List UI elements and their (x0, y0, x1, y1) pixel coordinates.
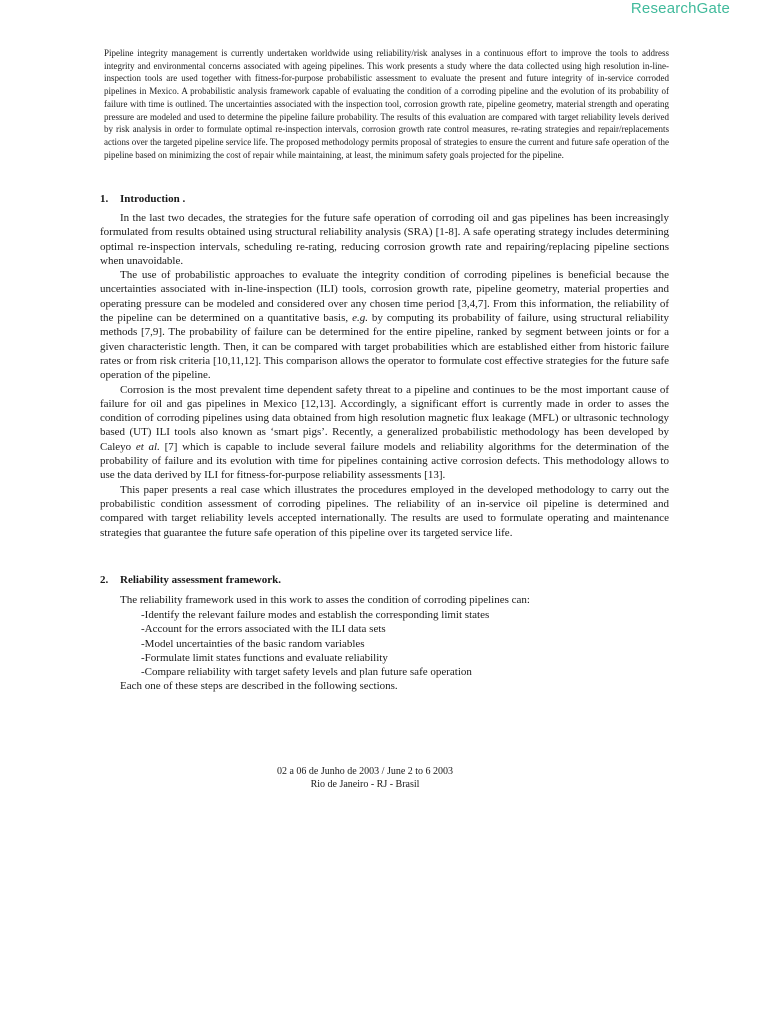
section-2-heading (100, 574, 281, 586)
intro-paragraph-4: This paper presents a real case which illustrates the procedures employed in the developed methodology to carry out the probabilistic condition assessment of corroding pipelines. The reliability of an in-service oil pipeline is determined and compared with target reliability levels accepted internationally. The results are used to formulate operating and maintenance strategies that guarantee the future safe operation of this pipeline over its targeted service life. (100, 483, 669, 539)
footer-location: Rio de Janeiro - RJ - Brasil (310, 779, 420, 790)
researchgate-logo: ResearchGate (630, 0, 730, 17)
intro-paragraph-2 (100, 268, 669, 382)
list-item: -Compare reliability with target safety levels and plan future safe operation (141, 666, 472, 679)
intro-paragraph-3-part-b: [7] which is capable to include several failure models and reliability algorithms for the determination of the probability of failure and its evolution with time for pipelines containing active corrosion defects. This methodology allows to use the data derived by ILI for fitness-for-purpose reliability assessments [13]. (100, 440, 669, 482)
intro-paragraph-2-part-a: The use of probabilistic approaches to evaluate the integrity condition of corroding pipelines is beneficial because the uncertainties associated with in-line-inspection (ILI) tools, corrosion growth rate, pipeline geometry, material properties and operating pressure can be modeled and considered over any chosen time period [3,4,7]. From this information, the reliability of the pipeline can be determined on a quantitative basis, (100, 269, 669, 325)
framework-steps-list (141, 608, 489, 679)
framework-intro: The reliability framework used in this work to asses the condition of corroding pipelines can: (120, 594, 530, 606)
list-item: -Account for the errors associated with the ILI data sets (141, 623, 386, 636)
intro-paragraph-3 (100, 383, 669, 483)
abstract-text: Pipeline integrity management is currently undertaken worldwide using reliability/risk analyses in a continuous effort to improve the tools to address integrity and environmental concerns associated with ageing pipelines. This work presents a study where the data collected using high resolution in-line-inspection tools are used together with fitness-for-purpose probabilistic assessment to evaluate the present and future integrity of in-service corroded pipelines in Mexico. A probabilistic analysis framework capable of evaluating the condition of a corroding pipeline and the evolution of its probability of failure with time is outlined. The uncertainties associated with the inspection tool, corrosion growth rate, pipeline geometry, material strength and operating pressure are modeled and used to determine the pipeline failure probability. The results of this evaluation are compared with target reliability levels derived by risk analysis in order to formulate optimal re-inspection intervals, corrosion growth rate control measures, re-rating strategies and repair/replacements actions over the targeted pipeline service life. The proposed methodology permits proposal of strategies to ensure the current and future safe operation of the pipeline based on minimizing the cost of repair while maintaining, at least, the minimum safety goals projected for the pipeline. (104, 48, 669, 160)
footer-dates: 02 a 06 de Junho de 2003 / June 2 to 6 2003 (276, 766, 454, 777)
list-item: -Formulate limit states functions and evaluate reliability (141, 651, 388, 664)
section-2-title: Reliability assessment framework. (120, 574, 282, 586)
section-1-title: Introduction . (120, 193, 186, 205)
section-1-body (100, 211, 669, 540)
page-footer (0, 765, 730, 791)
section-1-number: 1. (100, 193, 109, 205)
intro-paragraph-3-emphasis: et al. (135, 440, 160, 453)
intro-paragraph-3-part-a: Corrosion is the most prevalent time dependent safety threat to a pipeline and continues to be the most important cause of failure for oil and gas pipelines in Mexico [12,13]. Accordingly, a significant effort is currently made in order to asses the condition of corroding pipelines using data obtained from high resolution magnetic flux leakage (MFL) or ultrasonic technology based (UT) ILI tools also known as ‘smart pigs’. Recently, a generalized probabilistic methodology has been developed by Caleyo (100, 383, 669, 453)
intro-paragraph-1: In the last two decades, the strategies for the future safe operation of corroding oil and gas pipelines has been increasingly formulated from results obtained using structural reliability analysis (SRA) [1-8]. A safe operating strategy includes determining optimal re-inspection intervals, scheduling re-rating, reducing corrosion growth rate and repairing/replacing pipeline sections when unavoidable. (100, 212, 669, 267)
framework-outro: Each one of these steps are described in the following sections. (120, 680, 398, 692)
section-2-number: 2. (100, 574, 109, 586)
list-item: -Identify the relevant failure modes and establish the corresponding limit states (141, 609, 490, 621)
list-item: -Model uncertainties of the basic random variables (141, 637, 365, 650)
section-1-heading (100, 193, 185, 205)
intro-paragraph-2-emphasis: e.g. (352, 312, 368, 325)
intro-paragraph-2-part-b: by computing its probability of failure, using structural reliability methods [7,9]. The probability of failure can be determined for the entire pipeline, ranked by segment between joints or for a given characteristic length. Then, it can be compared with target probabilities which are established either from historic failure rates or from risk criteria [10,11,12]. This comparison allows the operator to formulate cost effective strategies for the future safe operation of the pipeline. (100, 312, 669, 382)
